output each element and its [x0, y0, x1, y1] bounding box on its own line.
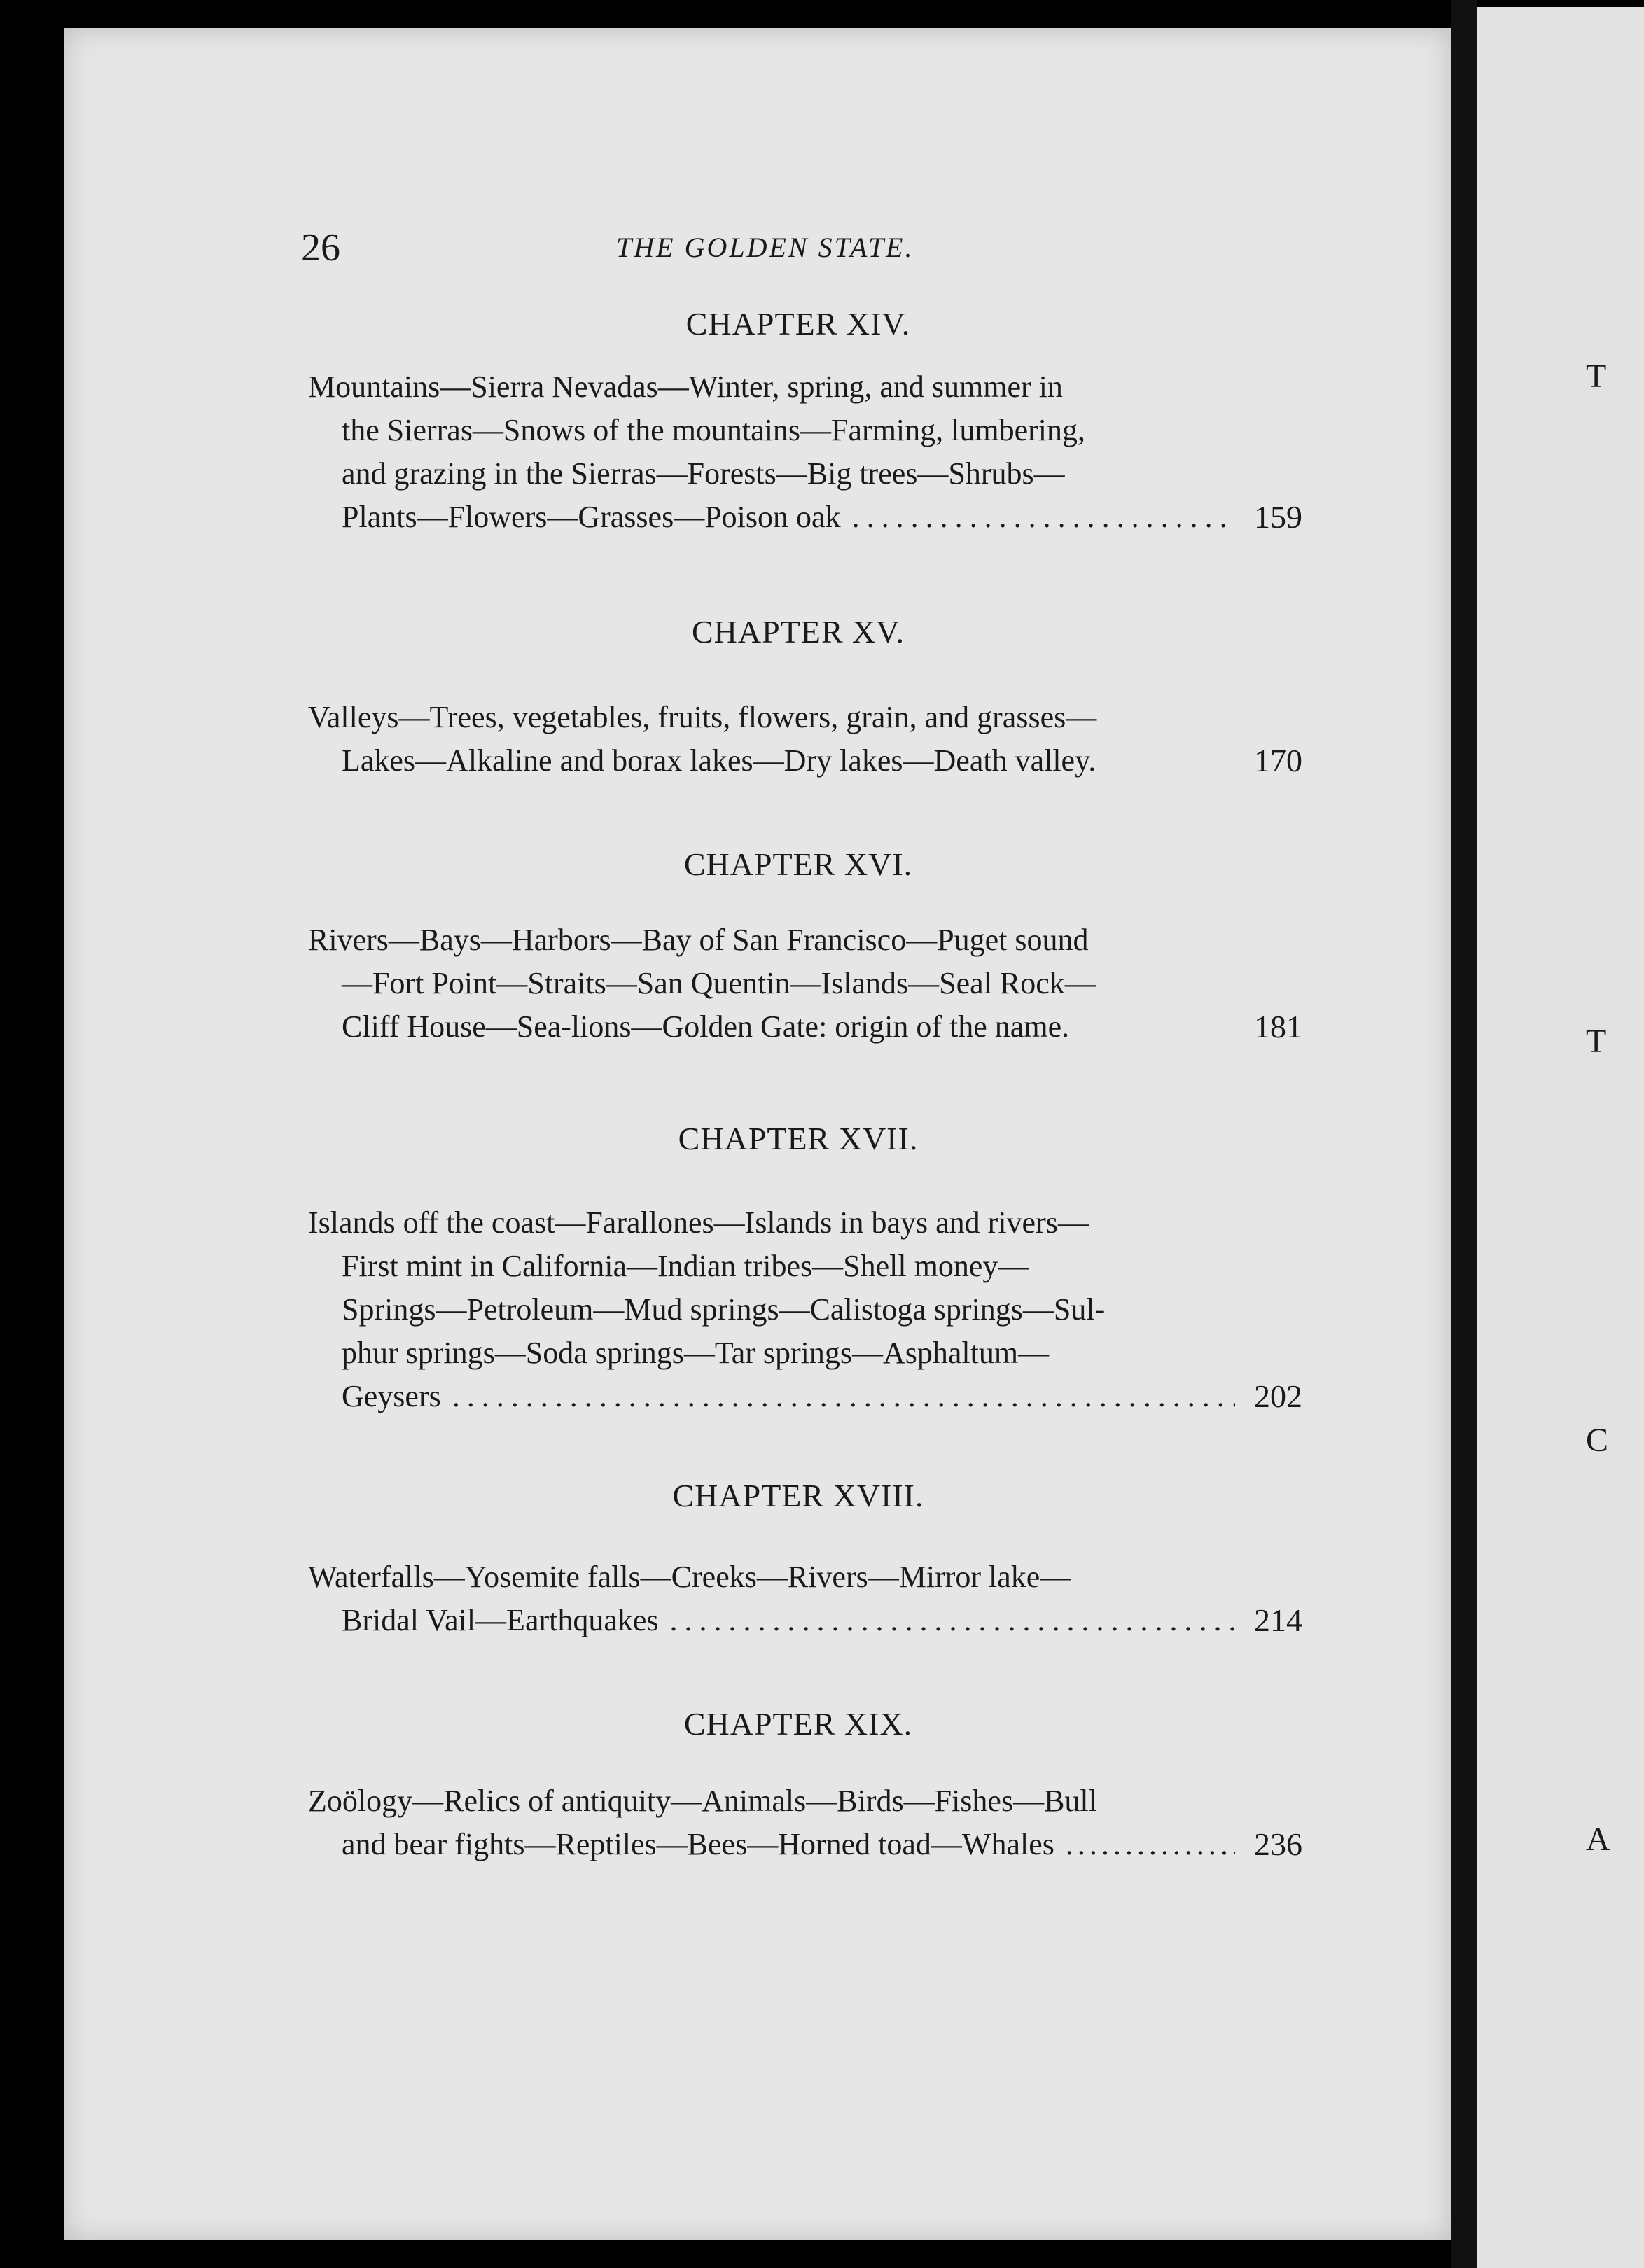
entry-line: Islands off the coast—Farallones—Islands in bays and rivers—: [308, 1205, 1089, 1240]
facing-page-letter: C: [1586, 1422, 1609, 1459]
entry-line: First mint in California—Indian tribes—Shell money—: [342, 1249, 1029, 1283]
page-reference: 159: [1254, 499, 1302, 535]
page-reference: 181: [1254, 1009, 1302, 1044]
page-reference: 214: [1254, 1602, 1302, 1638]
entry-line: Bridal Vail—Earthquakes: [342, 1603, 659, 1637]
entry-line: Zoölogy—Relics of antiquity—Animals—Birds—Fishes—Bull: [308, 1784, 1097, 1818]
chapter-entry: [308, 696, 1302, 783]
chapter-heading: CHAPTER XIX.: [683, 1706, 913, 1742]
dot-leader: [1066, 1823, 1235, 1866]
entry-line: and bear fights—Reptiles—Bees—Horned toad—Whales: [342, 1827, 1054, 1861]
entry-line: the Sierras—Snows of the mountains—Farming, lumbering,: [342, 413, 1085, 447]
facing-page-letter: T: [1586, 358, 1607, 395]
entry-line: Springs—Petroleum—Mud springs—Calistoga springs—Sul-: [342, 1292, 1106, 1326]
entry-line: Mountains—Sierra Nevadas—Winter, spring, and summer in: [308, 370, 1063, 404]
chapter-heading: CHAPTER XVIII.: [672, 1478, 924, 1513]
entry-line: Cliff House—Sea-lions—Golden Gate: origin of the name.: [342, 1009, 1070, 1044]
entry-line: Geysers: [342, 1379, 441, 1413]
chapter-heading: CHAPTER XVII.: [678, 1121, 919, 1156]
page-reference: 236: [1254, 1826, 1302, 1862]
chapter-entry: [308, 1201, 1302, 1418]
entry-line: and grazing in the Sierras—Forests—Big trees—Shrubs—: [342, 456, 1065, 491]
entry-line: phur springs—Soda springs—Tar springs—Asphaltum—: [342, 1336, 1050, 1370]
page-reference: 170: [1254, 743, 1302, 778]
entry-line: Waterfalls—Yosemite falls—Creeks—Rivers—Mirror lake—: [308, 1560, 1071, 1594]
facing-page-edge: [1477, 7, 1644, 2268]
facing-page-letter: T: [1586, 1023, 1607, 1060]
book-gutter: [1451, 0, 1477, 2268]
entry-line: Plants—Flowers—Grasses—Poison oak: [342, 500, 841, 534]
entry-line: Lakes—Alkaline and borax lakes—Dry lakes—Death valley.: [342, 743, 1096, 778]
entry-line: —Fort Point—Straits—San Quentin—Islands—Seal Rock—: [342, 966, 1096, 1000]
chapter-entry: [308, 1779, 1302, 1866]
dot-leader: [670, 1599, 1235, 1642]
chapter-entry: [308, 918, 1302, 1049]
running-title: THE GOLDEN STATE.: [616, 232, 914, 263]
running-head: [301, 225, 1295, 274]
entry-line: Valleys—Trees, vegetables, fruits, flowers, grain, and grasses—: [308, 700, 1097, 734]
chapter-heading: CHAPTER XV.: [691, 614, 905, 650]
chapter-entry: [308, 365, 1302, 539]
dot-leader: [852, 496, 1235, 539]
dot-leader: [452, 1375, 1235, 1418]
chapter-entry: [308, 1555, 1302, 1642]
page-reference: 202: [1254, 1378, 1302, 1414]
chapter-heading: CHAPTER XVI.: [683, 846, 913, 882]
entry-line: Rivers—Bays—Harbors—Bay of San Francisco—Puget sound: [308, 923, 1089, 957]
facing-page-letter: A: [1586, 1821, 1610, 1858]
chapter-heading: CHAPTER XIV.: [685, 306, 911, 342]
page-number: 26: [301, 226, 340, 270]
